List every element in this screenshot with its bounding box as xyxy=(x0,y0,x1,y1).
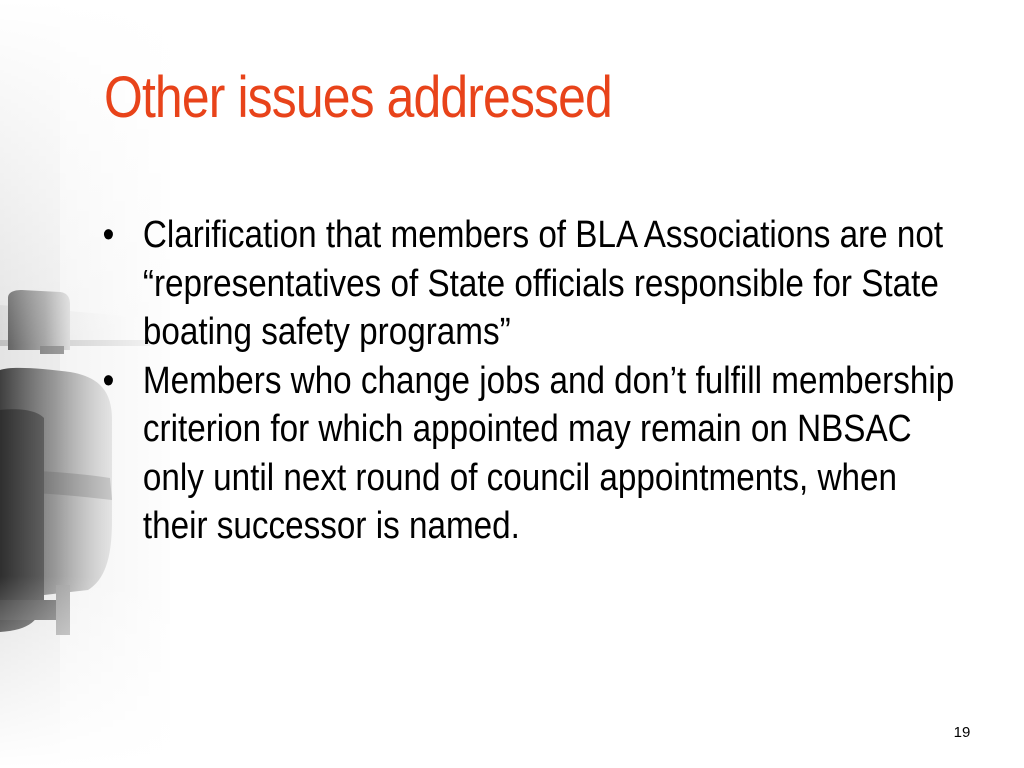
bullet-text: Clarification that members of BLA Associations are not “representatives of State officials responsible for State boating safety programs” xyxy=(142,214,944,353)
bullet-item xyxy=(100,357,958,551)
bullet-marker: • xyxy=(102,359,115,402)
bullet-marker: • xyxy=(102,214,115,256)
page-number: 19 xyxy=(953,724,971,741)
bullet-item xyxy=(100,211,958,357)
bullet-text: Members who change jobs and don’t fulfill membership criterion for which appointed may remain on NBSAC only until next round of council appointments, when their successor is named. xyxy=(142,359,955,547)
bullet-list xyxy=(100,211,958,551)
slide-title: Other issues addressed xyxy=(104,65,612,130)
